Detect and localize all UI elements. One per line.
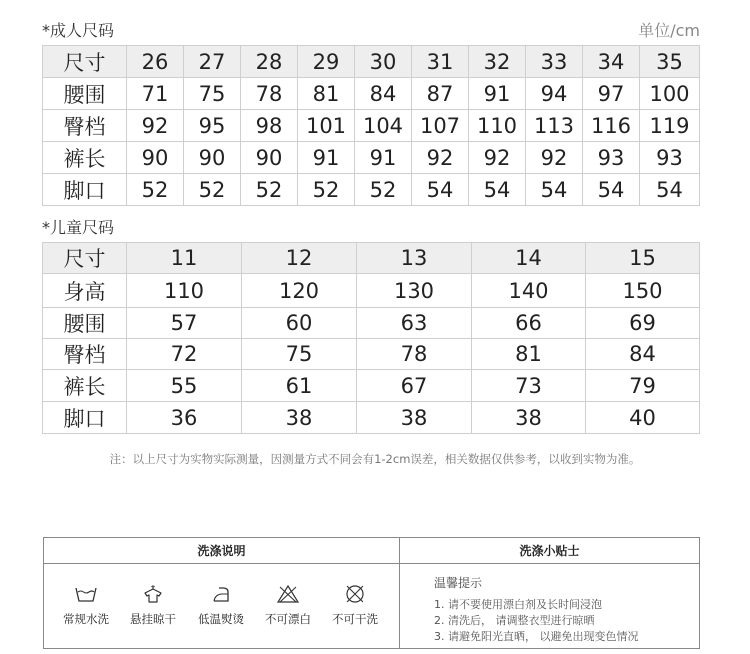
size-value-cell: 97 bbox=[583, 78, 640, 110]
size-header-row bbox=[43, 46, 700, 78]
tip-item: 3. 请避免阳光直晒， 以避免出现变色情况 bbox=[434, 630, 639, 643]
size-row bbox=[43, 370, 700, 402]
size-row bbox=[43, 308, 700, 339]
size-row bbox=[43, 110, 700, 142]
size-value-cell: 52 bbox=[355, 174, 412, 206]
size-value-cell: 110 bbox=[469, 110, 526, 142]
care-item-wash bbox=[51, 584, 121, 627]
size-value-cell: 92 bbox=[412, 142, 469, 174]
size-value-cell: 84 bbox=[355, 78, 412, 110]
size-value-cell: 15 bbox=[586, 243, 700, 274]
iron-icon bbox=[209, 584, 233, 604]
size-value-cell: 91 bbox=[469, 78, 526, 110]
size-value-cell: 35 bbox=[640, 46, 700, 78]
size-value-cell: 93 bbox=[583, 142, 640, 174]
size-value-cell: 29 bbox=[298, 46, 355, 78]
washing-instructions-title: 洗涤说明 bbox=[44, 538, 399, 564]
size-value-cell: 119 bbox=[640, 110, 700, 142]
size-value-cell: 11 bbox=[127, 243, 242, 274]
size-value-cell: 130 bbox=[357, 274, 472, 308]
size-value-cell: 54 bbox=[583, 174, 640, 206]
row-label-cell: 裤长 bbox=[43, 370, 127, 402]
row-label-cell: 身高 bbox=[43, 274, 127, 308]
size-value-cell: 12 bbox=[242, 243, 357, 274]
row-label-cell: 臀档 bbox=[43, 110, 127, 142]
size-value-cell: 150 bbox=[586, 274, 700, 308]
size-value-cell: 36 bbox=[127, 402, 242, 434]
size-value-cell: 54 bbox=[526, 174, 583, 206]
size-value-cell: 66 bbox=[472, 308, 586, 339]
size-value-cell: 87 bbox=[412, 78, 469, 110]
size-row bbox=[43, 174, 700, 206]
size-value-cell: 33 bbox=[526, 46, 583, 78]
size-value-cell: 92 bbox=[127, 110, 184, 142]
size-value-cell: 92 bbox=[469, 142, 526, 174]
washing-tips bbox=[400, 538, 699, 648]
size-value-cell: 26 bbox=[127, 46, 184, 78]
size-value-cell: 52 bbox=[184, 174, 241, 206]
size-value-cell: 32 bbox=[469, 46, 526, 78]
row-label-cell: 裤长 bbox=[43, 142, 127, 174]
size-value-cell: 31 bbox=[412, 46, 469, 78]
size-row bbox=[43, 142, 700, 174]
size-value-cell: 94 bbox=[526, 78, 583, 110]
size-value-cell: 78 bbox=[241, 78, 298, 110]
size-value-cell: 110 bbox=[127, 274, 242, 308]
size-value-cell: 104 bbox=[355, 110, 412, 142]
care-label-iron: 低温熨烫 bbox=[198, 612, 244, 626]
washing-tips-title: 洗涤小贴士 bbox=[400, 538, 699, 564]
size-value-cell: 61 bbox=[242, 370, 357, 402]
care-label-no-bleach: 不可漂白 bbox=[265, 612, 311, 626]
size-value-cell: 95 bbox=[184, 110, 241, 142]
size-value-cell: 13 bbox=[357, 243, 472, 274]
size-value-cell: 79 bbox=[586, 370, 700, 402]
size-value-cell: 14 bbox=[472, 243, 586, 274]
no-dryclean-icon bbox=[343, 584, 367, 604]
child-size-title: *儿童尺码 bbox=[42, 218, 115, 237]
size-header-row bbox=[43, 243, 700, 274]
no-bleach-icon bbox=[276, 584, 300, 604]
size-value-cell: 81 bbox=[472, 339, 586, 370]
size-value-cell: 101 bbox=[298, 110, 355, 142]
unit-label: 单位/cm bbox=[638, 21, 700, 40]
size-value-cell: 84 bbox=[586, 339, 700, 370]
size-value-cell: 72 bbox=[127, 339, 242, 370]
size-value-cell: 120 bbox=[242, 274, 357, 308]
care-box bbox=[43, 537, 700, 649]
washbasin-icon bbox=[74, 584, 98, 604]
size-value-cell: 60 bbox=[242, 308, 357, 339]
size-value-cell: 75 bbox=[184, 78, 241, 110]
tips-heading: 温馨提示 bbox=[434, 576, 483, 590]
size-value-cell: 100 bbox=[640, 78, 700, 110]
size-value-cell: 91 bbox=[298, 142, 355, 174]
size-value-cell: 52 bbox=[241, 174, 298, 206]
size-value-cell: 27 bbox=[184, 46, 241, 78]
size-value-cell: 71 bbox=[127, 78, 184, 110]
size-value-cell: 57 bbox=[127, 308, 242, 339]
adult-size-title: *成人尺码 bbox=[42, 21, 115, 40]
size-value-cell: 73 bbox=[472, 370, 586, 402]
size-value-cell: 54 bbox=[469, 174, 526, 206]
size-value-cell: 140 bbox=[472, 274, 586, 308]
size-value-cell: 90 bbox=[241, 142, 298, 174]
size-value-cell: 113 bbox=[526, 110, 583, 142]
size-value-cell: 38 bbox=[472, 402, 586, 434]
washing-instructions bbox=[44, 538, 400, 648]
row-label-cell: 腰围 bbox=[43, 78, 127, 110]
child-size-table bbox=[42, 242, 700, 434]
hanging-shirt-icon bbox=[141, 584, 165, 604]
care-label-hang: 悬挂晾干 bbox=[130, 612, 176, 626]
size-value-cell: 52 bbox=[298, 174, 355, 206]
size-value-cell: 81 bbox=[298, 78, 355, 110]
row-label-cell: 臀档 bbox=[43, 339, 127, 370]
size-row bbox=[43, 78, 700, 110]
size-value-cell: 107 bbox=[412, 110, 469, 142]
care-item-no-dryclean bbox=[320, 584, 390, 627]
size-value-cell: 98 bbox=[241, 110, 298, 142]
care-label-no-dryclean: 不可干洗 bbox=[332, 612, 378, 626]
size-value-cell: 34 bbox=[583, 46, 640, 78]
care-label-wash: 常规水洗 bbox=[63, 612, 109, 626]
size-value-cell: 93 bbox=[640, 142, 700, 174]
row-label-cell: 脚口 bbox=[43, 402, 127, 434]
measurement-note: 注：以上尺寸为实物实际测量，因测量方式不同会有1-2cm误差，相关数据仅供参考，以收到实物为准。 bbox=[109, 452, 641, 466]
size-row bbox=[43, 339, 700, 370]
size-value-cell: 55 bbox=[127, 370, 242, 402]
size-value-cell: 54 bbox=[640, 174, 700, 206]
tips-list bbox=[434, 574, 639, 645]
size-value-cell: 38 bbox=[242, 402, 357, 434]
size-row bbox=[43, 402, 700, 434]
size-value-cell: 92 bbox=[526, 142, 583, 174]
size-value-cell: 90 bbox=[184, 142, 241, 174]
tip-item: 1. 请不要使用漂白剂及长时间浸泡 bbox=[434, 598, 602, 611]
row-label-cell: 尺寸 bbox=[43, 243, 127, 274]
size-value-cell: 75 bbox=[242, 339, 357, 370]
row-label-cell: 尺寸 bbox=[43, 46, 127, 78]
tip-item: 2. 清洗后， 请调整衣型进行晾晒 bbox=[434, 614, 595, 627]
size-value-cell: 38 bbox=[357, 402, 472, 434]
care-item-no-bleach bbox=[253, 584, 323, 627]
size-value-cell: 78 bbox=[357, 339, 472, 370]
size-row bbox=[43, 274, 700, 308]
size-value-cell: 54 bbox=[412, 174, 469, 206]
row-label-cell: 脚口 bbox=[43, 174, 127, 206]
care-icons bbox=[44, 564, 400, 648]
size-value-cell: 69 bbox=[586, 308, 700, 339]
size-value-cell: 30 bbox=[355, 46, 412, 78]
size-value-cell: 116 bbox=[583, 110, 640, 142]
care-item-hang bbox=[118, 584, 188, 627]
care-item-iron bbox=[186, 584, 256, 627]
row-label-cell: 腰围 bbox=[43, 308, 127, 339]
size-value-cell: 91 bbox=[355, 142, 412, 174]
size-value-cell: 63 bbox=[357, 308, 472, 339]
size-value-cell: 28 bbox=[241, 46, 298, 78]
adult-size-table bbox=[42, 45, 700, 206]
size-value-cell: 40 bbox=[586, 402, 700, 434]
size-value-cell: 90 bbox=[127, 142, 184, 174]
size-value-cell: 52 bbox=[127, 174, 184, 206]
size-value-cell: 67 bbox=[357, 370, 472, 402]
